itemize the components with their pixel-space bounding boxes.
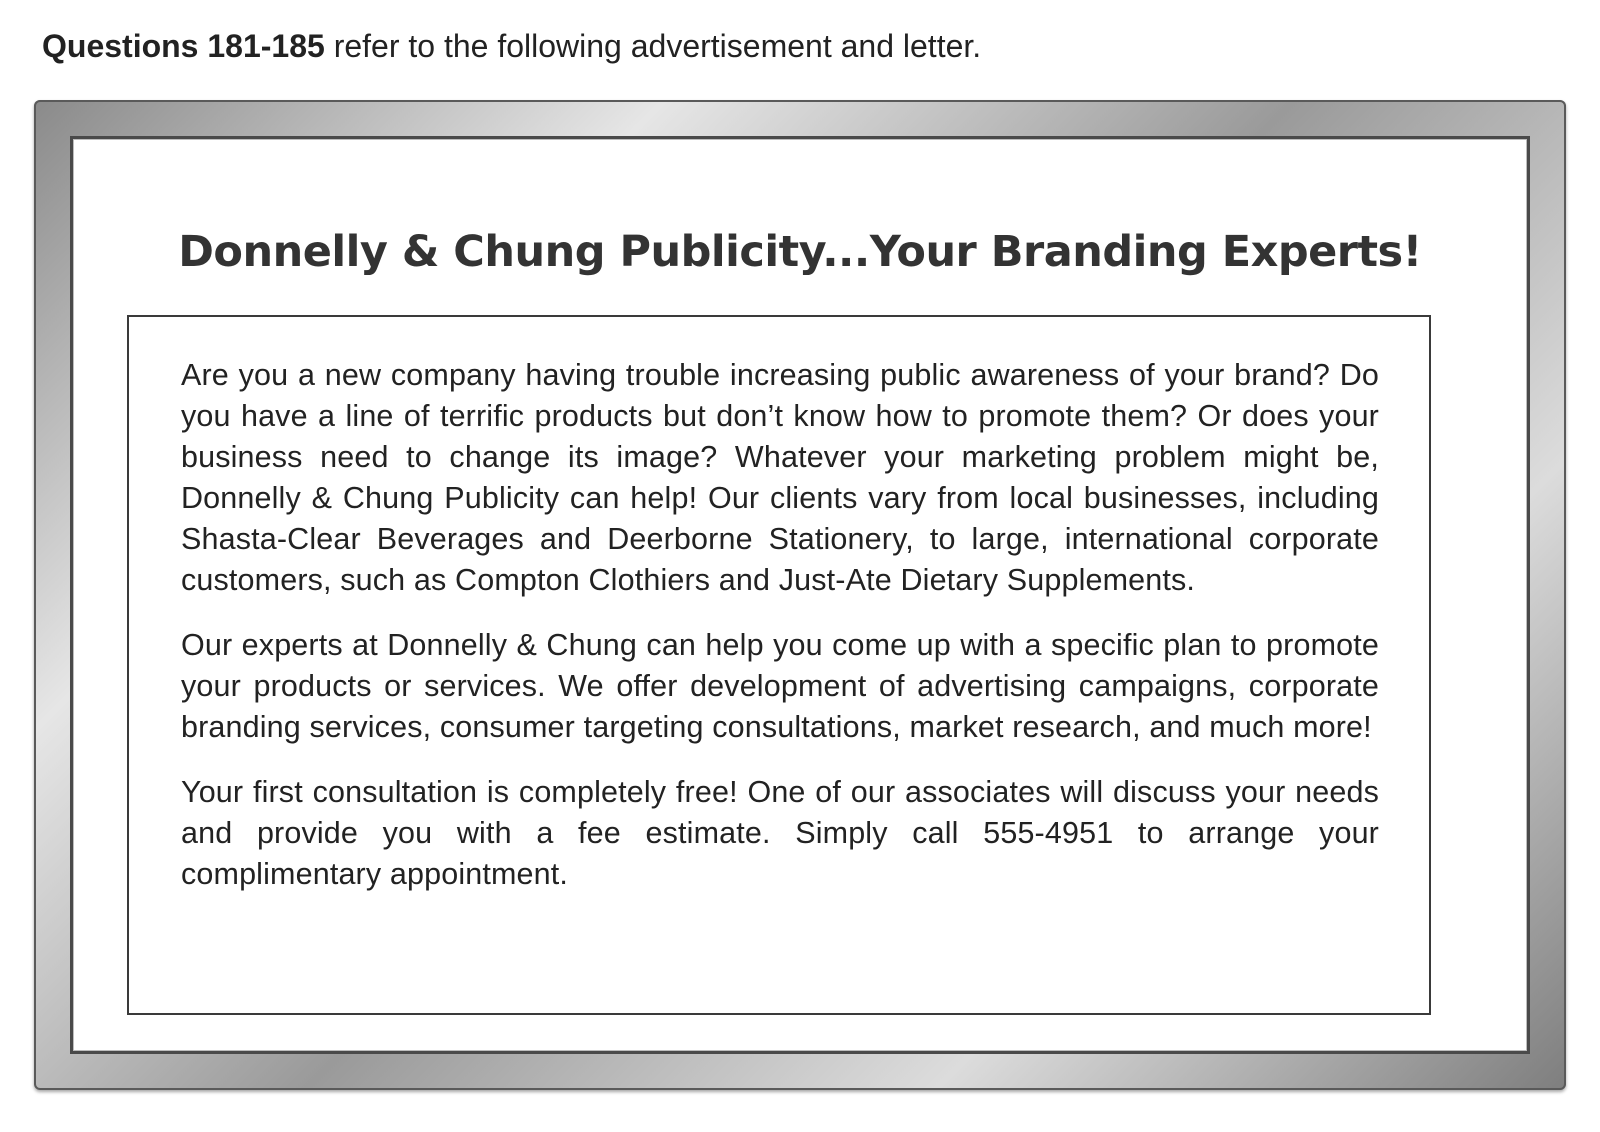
advertisement-paragraph-consultation: Your first consultation is completely free! One of our associates will discuss your needs and provide you with a fee estimate. Simply call 555-4951 to arrange your complimentary appointment.: [181, 775, 1379, 891]
advertisement-paragraph-services: Our experts at Donnelly & Chung can help you come up with a specific plan to promote your products or services. We offer development of advertising campaigns, corporate branding services, consumer targeting consultations, market research, and much more!: [181, 628, 1379, 744]
question-range: Questions 181-185: [42, 28, 325, 64]
advertisement-headline: Donnelly & Chung Publicity...Your Branding Experts!: [178, 227, 1422, 277]
advertisement-paragraph-intro: Are you a new company having trouble increasing public awareness of your brand? Do you have a line of terrific products but don’t know how to promote them? Or does your business need to change its image? Whatever your marketing problem might be, Donnelly & Chung Publicity can help! Our clients vary from local businesses, including Shasta-Clear Beverages and Deerborne Stationery, to large, international corporate customers, such as Compton Clothiers and Just-Ate Dietary Supplements.: [181, 358, 1379, 597]
advertisement-panel: [70, 136, 1530, 1054]
advertisement-frame: [34, 100, 1566, 1090]
advertisement-body-box: [127, 315, 1431, 1015]
question-description: refer to the following advertisement and letter.: [333, 28, 982, 64]
question-intro: [42, 26, 981, 66]
